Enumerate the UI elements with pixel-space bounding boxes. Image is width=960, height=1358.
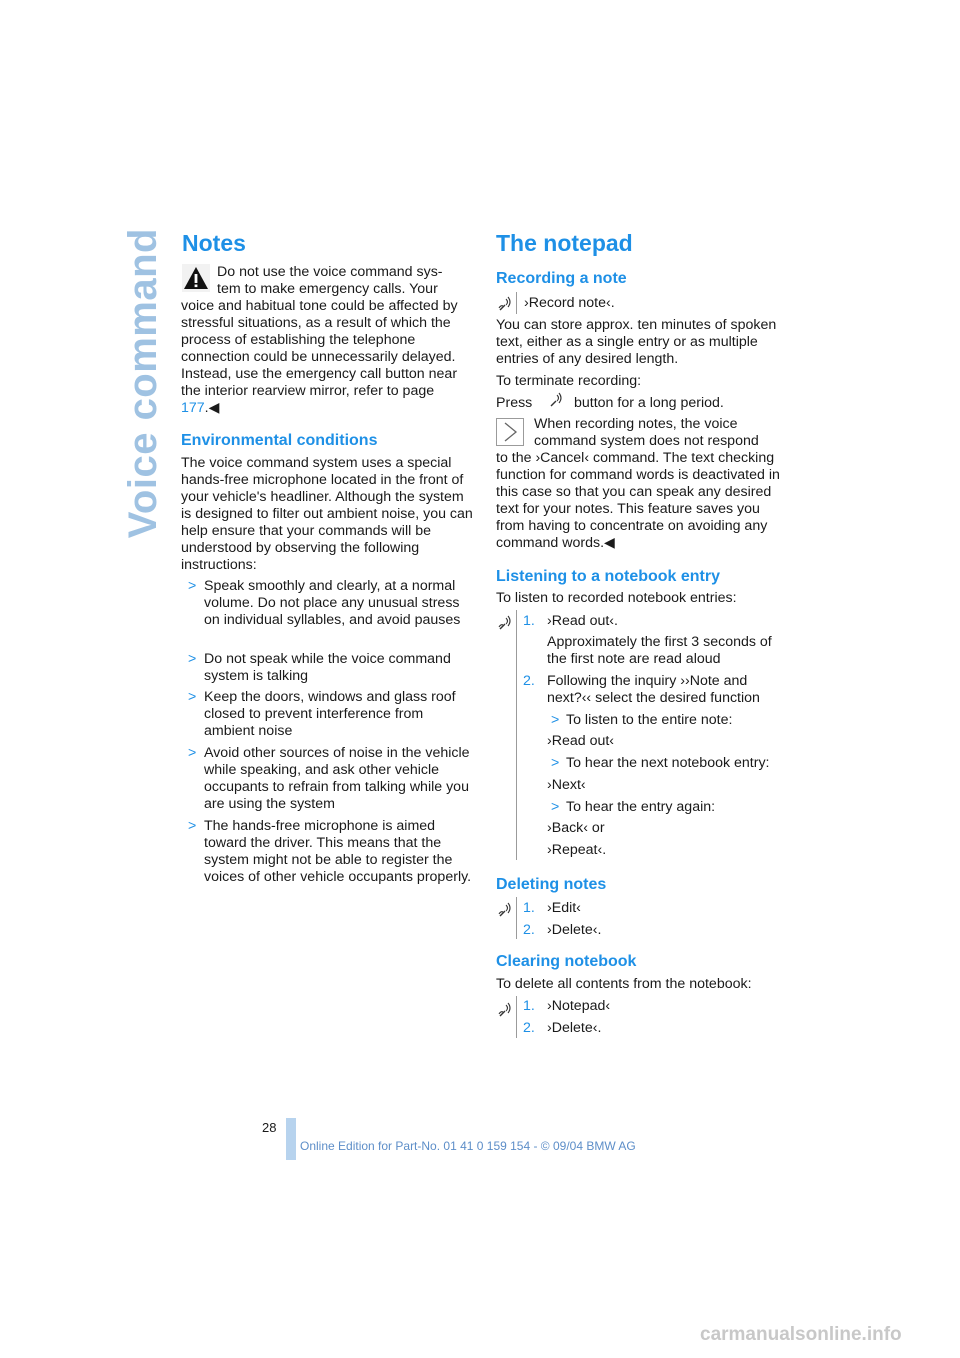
step-number: 2.	[523, 673, 535, 689]
sub-item: To hear the next notebook entry:	[566, 755, 770, 771]
listen-step-2: Following the inquiry ››Note and next?‹‹ select the desired function	[547, 673, 760, 706]
heading-listening: Listening to a notebook entry	[496, 568, 721, 585]
sub-command: ›Next‹	[547, 777, 586, 793]
heading-clearing: Clearing notebook	[496, 953, 637, 970]
page-number: 28	[262, 1120, 277, 1135]
bullet-item: Do not speak while the voice command system is talking	[204, 651, 451, 684]
clear-step-1: ›Notepad‹	[547, 998, 611, 1014]
voice-command-box	[496, 292, 517, 314]
sub-command: ›Back‹ or	[547, 820, 605, 836]
press-rest-text: button for a long period.	[574, 395, 724, 411]
heading-deleting: Deleting notes	[496, 876, 607, 893]
bullet-marker: >	[188, 578, 197, 594]
terminate-text: To terminate recording:	[496, 373, 642, 389]
voice-icon	[497, 1002, 513, 1018]
bullet-marker: >	[188, 689, 197, 705]
sub-bullet-marker: >	[551, 712, 560, 728]
step-number: 2.	[523, 922, 535, 938]
clear-paragraph: To delete all contents from the notebook:	[496, 976, 752, 992]
repeat-command: ›Repeat‹.	[547, 842, 607, 858]
listen-step-1: ›Read out‹.	[547, 613, 618, 629]
warning-line-1: Do not use the voice command sys-	[217, 264, 443, 280]
voice-command-box	[496, 996, 517, 1038]
step-number: 1.	[523, 613, 535, 629]
sub-command: ›Read out‹	[547, 733, 615, 749]
bullet-marker: >	[188, 651, 197, 667]
bullet-marker: >	[188, 818, 197, 834]
note-line-2: command system does not respond	[534, 433, 759, 449]
delete-step-2: ›Delete‹.	[547, 922, 602, 938]
bullet-item: The hands-free microphone is aimed toward the driver. This means that the system might not be able to register the voices of other vehicle occupants properly.	[204, 818, 472, 885]
heading-recording: Recording a note	[496, 270, 627, 287]
listen-step-1-desc: Approximately the first 3 seconds of the first note are read aloud	[547, 634, 772, 667]
heading-notes: Notes	[182, 230, 246, 256]
listen-paragraph: To listen to recorded notebook entries:	[496, 590, 737, 606]
env-paragraph: The voice command system uses a special hands-free microphone located in the front of your vehicle's headliner. Although the system is designed to filter out ambient noise, you can help ensure that your commands will be understood by observing the following instructions:	[181, 455, 473, 573]
voice-icon	[497, 296, 513, 312]
delete-step-1: ›Edit‹	[547, 900, 581, 916]
page-link[interactable]: 177	[181, 400, 205, 416]
press-text: Press	[496, 395, 533, 411]
sub-bullet-marker: >	[551, 755, 560, 771]
step-number: 1.	[523, 998, 535, 1014]
bullet-marker: >	[188, 745, 197, 761]
voice-icon	[497, 902, 513, 918]
voice-command-box	[496, 897, 517, 939]
sub-bullet-marker: >	[551, 799, 560, 815]
sub-item: To listen to the entire note:	[566, 712, 733, 728]
heading-environmental: Environmental conditions	[181, 432, 378, 449]
heading-notepad: The notepad	[496, 230, 633, 256]
talk-button-icon	[548, 392, 564, 408]
bullet-item: Speak smoothly and clearly, at a normal volume. Do not place any unusual stress on individual syllables, and avoid pauses	[204, 578, 461, 628]
note-line-1: When recording notes, the voice	[534, 416, 738, 432]
warning-icon	[182, 264, 210, 292]
note-arrow-icon	[496, 418, 524, 446]
warning-text: voice and habitual tone could be affected by stressful situations, as a result of which the process of establishing the telephone connection could be unnecessarily delayed. Instead, use the emergency call button near the interior rearview mirror, refer to page 177.◀	[181, 298, 458, 416]
watermark: carmanualsonline.info	[700, 1324, 902, 1345]
footer-bar	[286, 1118, 296, 1160]
record-paragraph: You can store approx. ten minutes of spoken text, either as a single entry or as multiple entries of any desired length.	[496, 317, 777, 367]
footer-edition-text: Online Edition for Part-No. 01 41 0 159 154 - © 09/04 BMW AG	[300, 1139, 636, 1153]
voice-icon	[497, 615, 513, 631]
step-number: 1.	[523, 900, 535, 916]
step-number: 2.	[523, 1020, 535, 1036]
note-paragraph: to the ›Cancel‹ command. The text checking function for command words is deactivated in this case so that you can speak any desired text for your notes. This feature saves you from having to concentrate on avoiding any command words.◀	[496, 450, 780, 551]
record-command: ›Record note‹.	[524, 295, 615, 311]
bullet-item: Avoid other sources of noise in the vehicle while speaking, and ask other vehicle occupants to refrain from talking while you are using the system	[204, 745, 470, 812]
bullet-item: Keep the doors, windows and glass roof closed to prevent interference from ambient noise	[204, 689, 456, 739]
side-section-title: Voice command	[121, 228, 165, 539]
clear-step-2: ›Delete‹.	[547, 1020, 602, 1036]
voice-command-box	[496, 610, 517, 860]
warning-line-2: tem to make emergency calls. Your	[217, 281, 438, 297]
sub-item: To hear the entry again:	[566, 799, 716, 815]
